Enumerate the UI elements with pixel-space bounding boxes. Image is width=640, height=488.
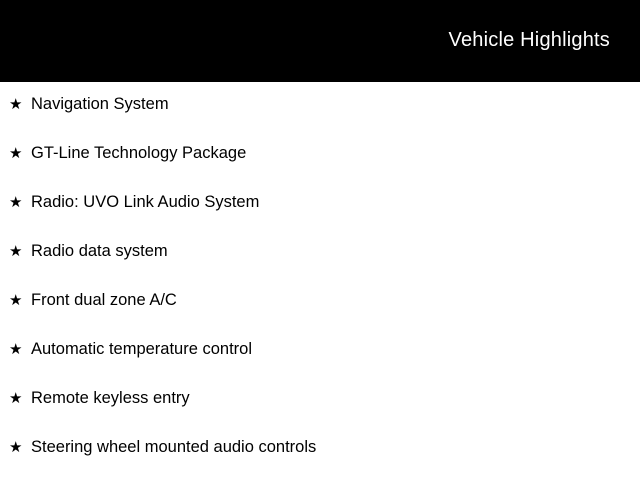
star-icon: ★ [9,194,23,211]
list-item-label: Radio data system [31,242,168,260]
star-icon: ★ [9,243,23,260]
list-item [0,194,640,243]
star-icon: ★ [9,145,23,162]
header-bar [0,0,640,82]
star-icon: ★ [9,390,23,407]
list-item-label: Navigation System [31,95,169,113]
star-icon: ★ [9,439,23,456]
list-item [0,96,640,145]
star-icon: ★ [9,292,23,309]
list-item-label: GT-Line Technology Package [31,144,247,162]
list-item-label: Automatic temperature control [31,340,253,358]
list-item-label: Remote keyless entry [31,389,190,407]
list-item-label: Radio: UVO Link Audio System [31,193,260,211]
list-item [0,390,640,439]
list-item [0,145,640,194]
list-item [0,292,640,341]
vehicle-highlights-list [0,82,640,488]
list-item-label: Front dual zone A/C [31,291,177,309]
page-title: Vehicle Highlights [448,29,610,51]
list-item [0,341,640,390]
list-item [0,439,640,488]
star-icon: ★ [9,341,23,358]
star-icon: ★ [9,96,23,113]
list-item [0,243,640,292]
list-item-label: Steering wheel mounted audio controls [31,438,317,456]
